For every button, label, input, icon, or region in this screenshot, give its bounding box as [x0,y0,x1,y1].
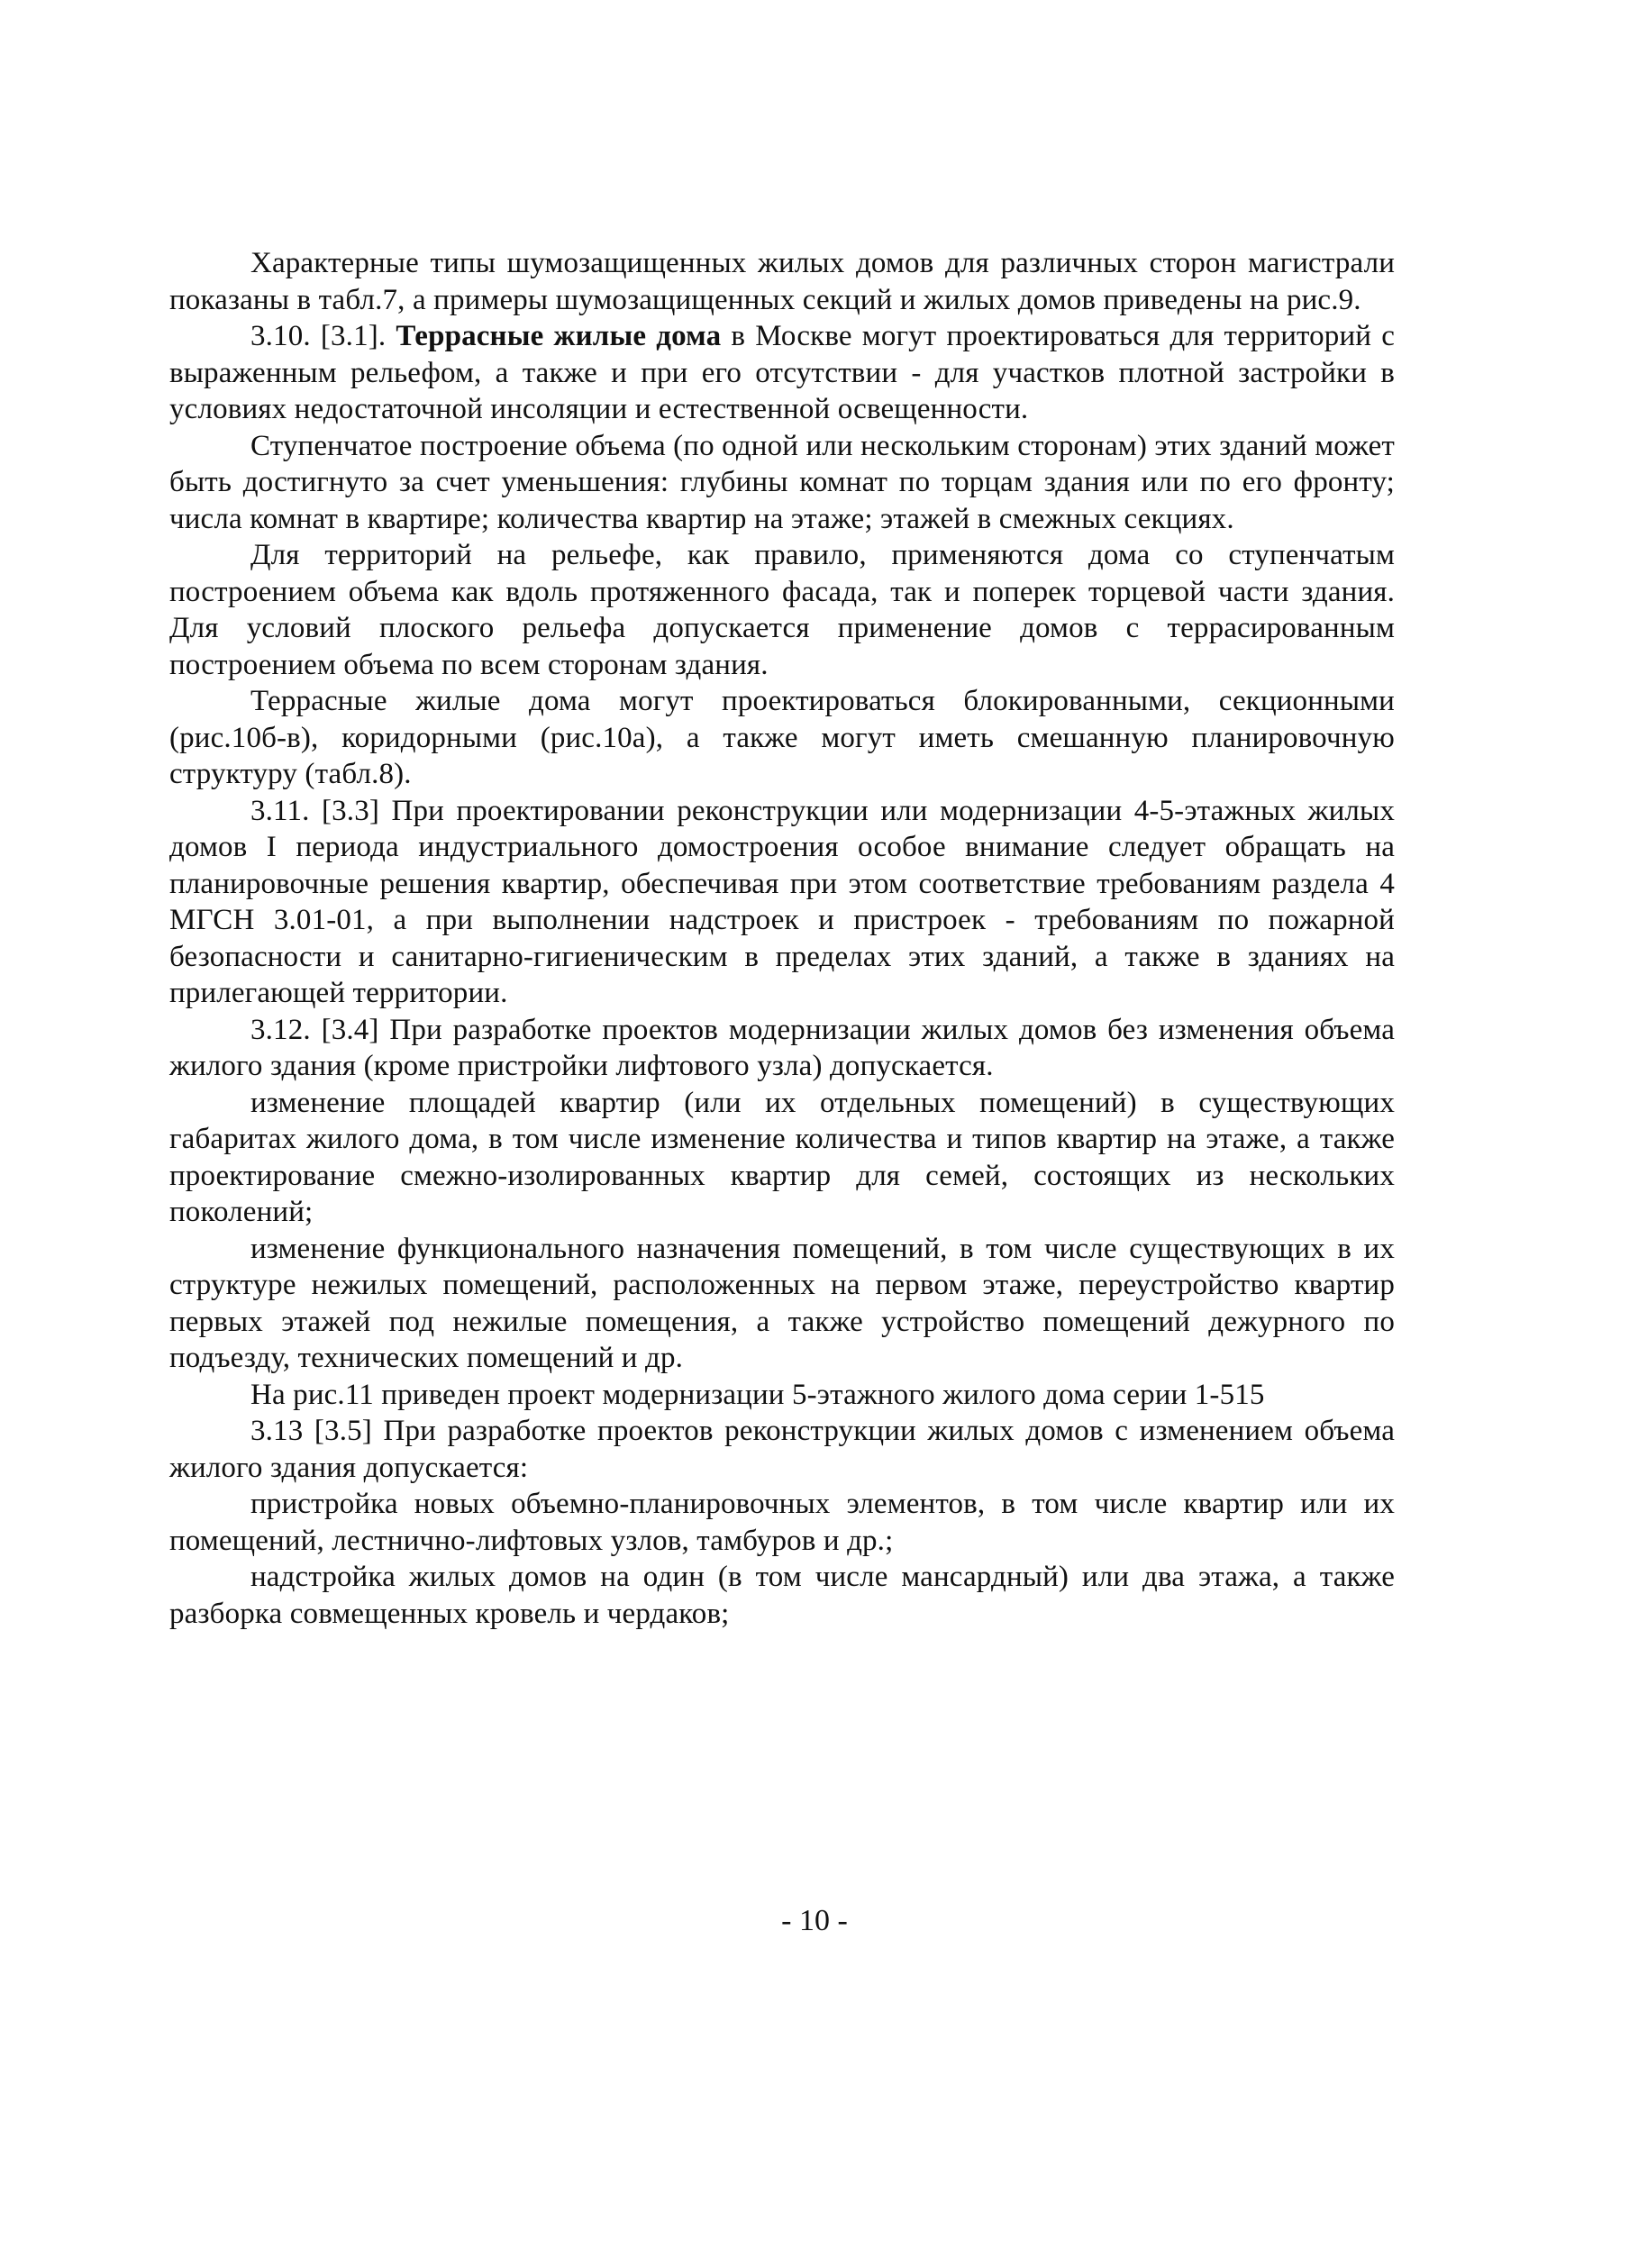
bold-term: Террасные жилые дома [396,320,722,352]
paragraph-stepped-volume: Ступенчатое построение объема (по одной или нескольким сторонам) этих зданий может быть достигнуто за счет уменьшения: глубины комнат по торцам здания или по его фронту; числа комнат в квартире; количества квартир на этаже; этажей в смежных секциях. [169,429,1396,535]
clause-text: в Москве могут проектироваться для территорий с выраженным рельефом, а также и при его отсутствии - для участков плотной застройки в условиях недостаточной инсоляции и естественной освещенности. [169,320,1395,425]
paragraph-area-change: изменение площадей квартир (или их отдельных помещений) в существующих габаритах жилого дома, в том числе изменение количества и типов квартир на этаже, а также проектирование смежно-изолированных квартир для семей, состоящих из нескольких поколений; [169,1086,1395,1228]
paragraph-function-change: изменение функционального назначения помещений, в том числе существующих в их структуре нежилых помещений, расположенных на первом этаже, переустройство квартир первых этажей под нежилые помещения, а также устройство помещений дежурного по подъезду, технических помещений и др. [169,1232,1395,1374]
paragraph-relief-territories: Для территорий на рельефе, как правило, применяются дома со ступенчатым построением объема как вдоль протяженного фасада, так и поперек торцевой части здания. Для условий плоского рельефа допускается применение домов с террасированным построением объема по всем сторонам здания. [169,539,1395,681]
paragraph-3-13-reconstruction: 3.13 [3.5] При разработке проектов реконструкции жилых домов с изменением объема жилого здания допускается: [169,1415,1395,1484]
document-body [169,245,1395,1632]
paragraph-3-10-terraced-houses [169,318,1395,428]
clause-number: 3.10. [3.1]. [250,320,396,352]
paragraph-3-12-modernization: 3.12. [3.4] При разработке проектов модернизации жилых домов без изменения объема жилого здания (кроме пристройки лифтового узла) допускается. [169,1013,1395,1082]
paragraph-3-11-reconstruction: 3.11. [3.3] При проектировании реконструкции или модернизации 4-5-этажных жилых домов I периода индустриального домостроения особое внимание следует обращать на планировочные решения квартир, обеспечивая при этом соответствие требованиям раздела 4 МГСН 3.01-01, а при выполнении надстроек и пристроек - требованиям по пожарной безопасности и санитарно-гигиеническим в пределах этих зданий, а также в зданиях на прилегающей территории. [169,794,1395,1009]
paragraph-noise-protected-types: Характерные типы шумозащищенных жилых домов для различных сторон магистрали показаны в табл.7, а примеры шумозащищенных секций и жилых домов приведены на рис.9. [169,247,1395,316]
paragraph-fig-11-reference: На рис.11 приведен проект модернизации 5-этажного жилого дома серии 1-515 [250,1378,1265,1411]
paragraph-terraced-structure: Террасные жилые дома могут проектироваться блокированными, секционными (рис.10б-в), коридорными (рис.10а), а также могут иметь смешанную планировочную структуру (табл.8). [169,685,1395,790]
paragraph-extension: пристройка новых объемно-планировочных элементов, в том числе квартир или их помещений, лестнично-лифтовых узлов, тамбуров и др.; [169,1488,1395,1557]
paragraph-superstructure: надстройка жилых домов на один (в том числе мансардный) или два этажа, а также разборка совмещенных кровель и чердаков; [169,1561,1395,1630]
page-number: - 10 - [781,1904,848,1937]
